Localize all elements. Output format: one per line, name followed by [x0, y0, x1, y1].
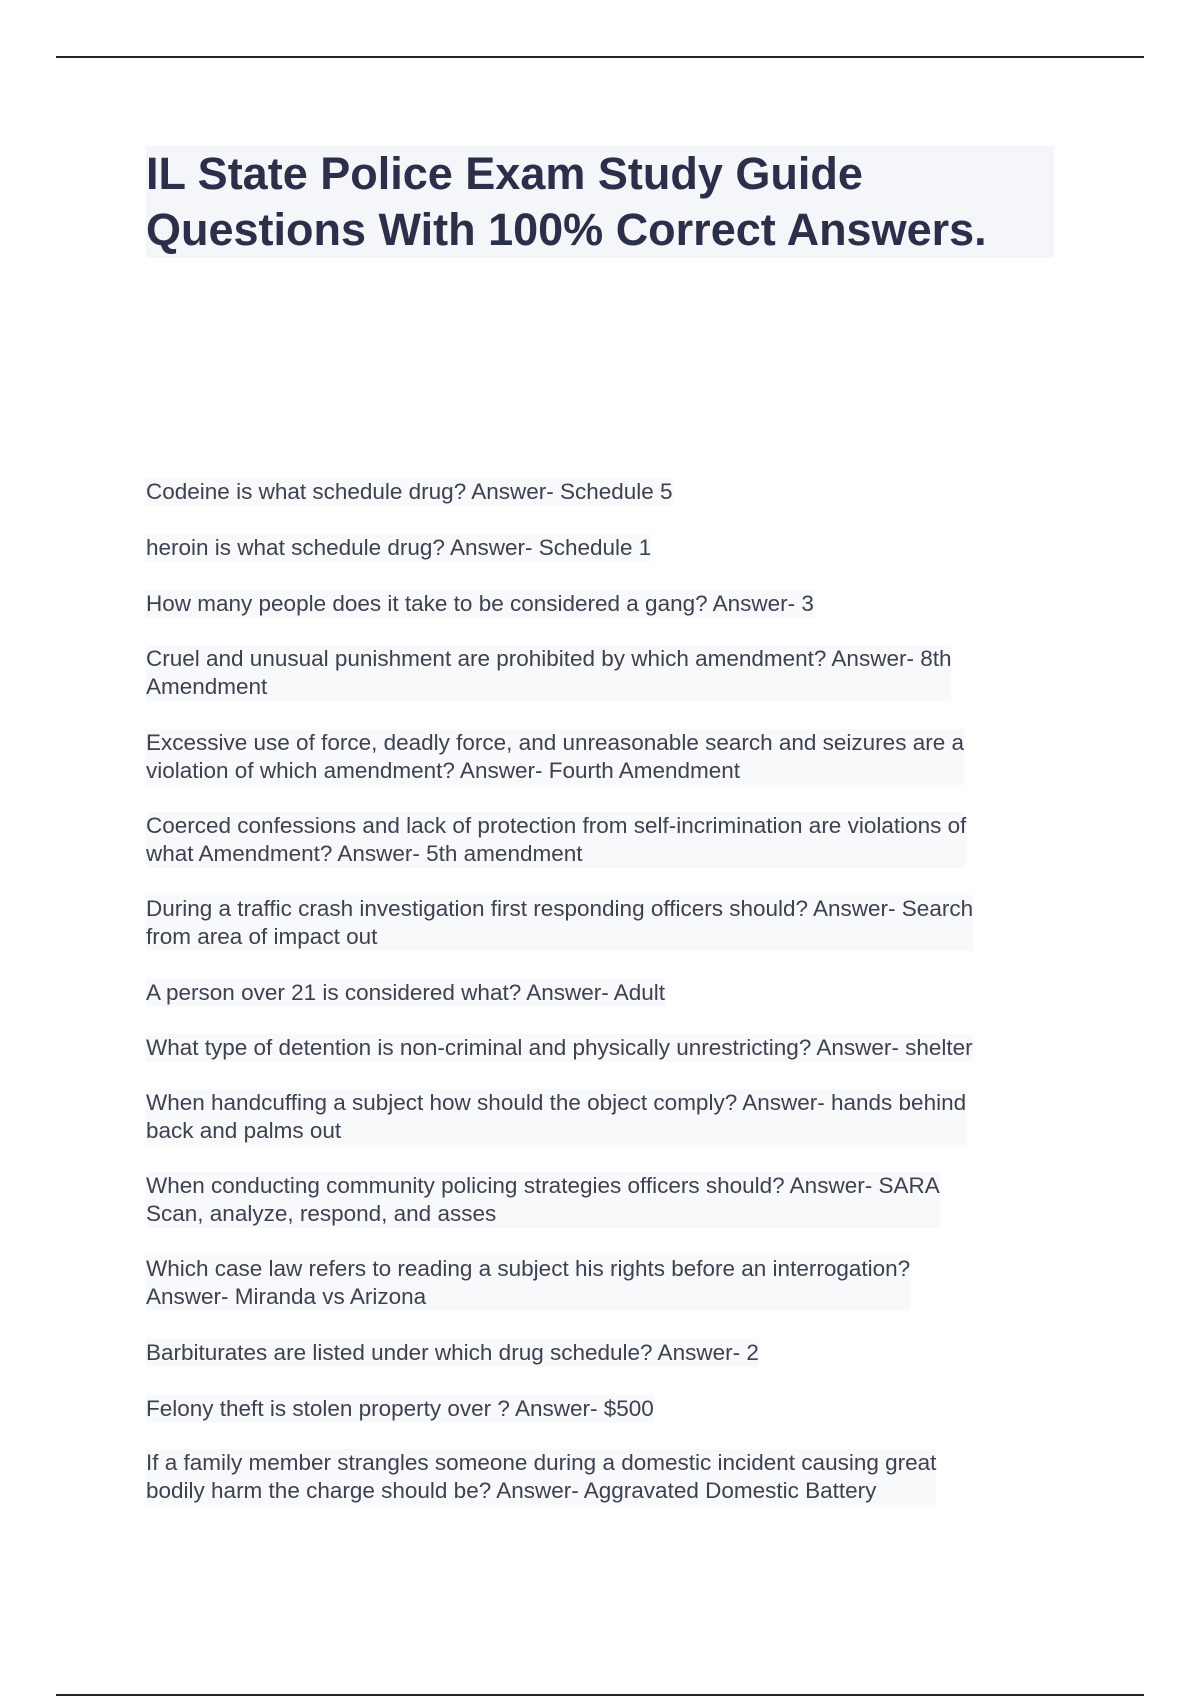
- bottom-rule: [56, 1694, 1144, 1696]
- qa-item: [146, 1339, 759, 1367]
- qa-item: [146, 729, 964, 785]
- qa-item: [146, 1034, 973, 1062]
- title-line-2: Questions With 100% Correct Answers.: [146, 204, 987, 255]
- qa-line: Scan, analyze, respond, and asses: [146, 1201, 497, 1226]
- qa-item: [146, 812, 966, 868]
- qa-item: [146, 1089, 966, 1145]
- qa-line: back and palms out: [146, 1118, 342, 1143]
- qa-line: Which case law refers to reading a subject his rights before an interrogation?: [146, 1256, 911, 1281]
- qa-line: what Amendment? Answer- 5th amendment: [146, 841, 583, 866]
- qa-item: [146, 1395, 654, 1423]
- qa-line: Felony theft is stolen property over ? Answer- $500: [146, 1396, 654, 1421]
- qa-item: [146, 895, 973, 951]
- qa-item: [146, 534, 651, 562]
- qa-line: violation of which amendment? Answer- Fourth Amendment: [146, 758, 741, 783]
- qa-item: [146, 478, 673, 506]
- qa-item: [146, 1172, 940, 1228]
- qa-line: Cruel and unusual punishment are prohibited by which amendment? Answer- 8th: [146, 646, 952, 671]
- qa-item: [146, 590, 814, 618]
- qa-line: When conducting community policing strategies officers should? Answer- SARA: [146, 1173, 940, 1198]
- qa-line: heroin is what schedule drug? Answer- Schedule 1: [146, 535, 652, 560]
- qa-item: [146, 645, 951, 701]
- qa-item: [146, 1449, 936, 1505]
- qa-line: Answer- Miranda vs Arizona: [146, 1284, 427, 1309]
- qa-line: When handcuffing a subject how should the object comply? Answer- hands behind: [146, 1090, 967, 1115]
- qa-line: Excessive use of force, deadly force, and unreasonable search and seizures are a: [146, 730, 964, 755]
- title-line-1: IL State Police Exam Study Guide: [146, 148, 863, 199]
- top-rule: [56, 56, 1144, 58]
- qa-line: During a traffic crash investigation first responding officers should? Answer- Search: [146, 896, 974, 921]
- qa-line: How many people does it take to be considered a gang? Answer- 3: [146, 591, 814, 616]
- qa-line: What type of detention is non-criminal and physically unrestricting? Answer- shelter: [146, 1035, 973, 1060]
- qa-line: Amendment: [146, 674, 268, 699]
- qa-line: If a family member strangles someone during a domestic incident causing great: [146, 1450, 937, 1475]
- qa-item: [146, 1255, 910, 1311]
- qa-line: Codeine is what schedule drug? Answer- Schedule 5: [146, 479, 673, 504]
- document-title: [146, 146, 1054, 258]
- qa-line: Coerced confessions and lack of protection from self-incrimination are violations of: [146, 813, 967, 838]
- qa-item: [146, 979, 665, 1007]
- qa-line: bodily harm the charge should be? Answer- Aggravated Domestic Battery: [146, 1478, 877, 1503]
- qa-line: A person over 21 is considered what? Answer- Adult: [146, 980, 666, 1005]
- qa-line: from area of impact out: [146, 924, 378, 949]
- qa-line: Barbiturates are listed under which drug schedule? Answer- 2: [146, 1340, 759, 1365]
